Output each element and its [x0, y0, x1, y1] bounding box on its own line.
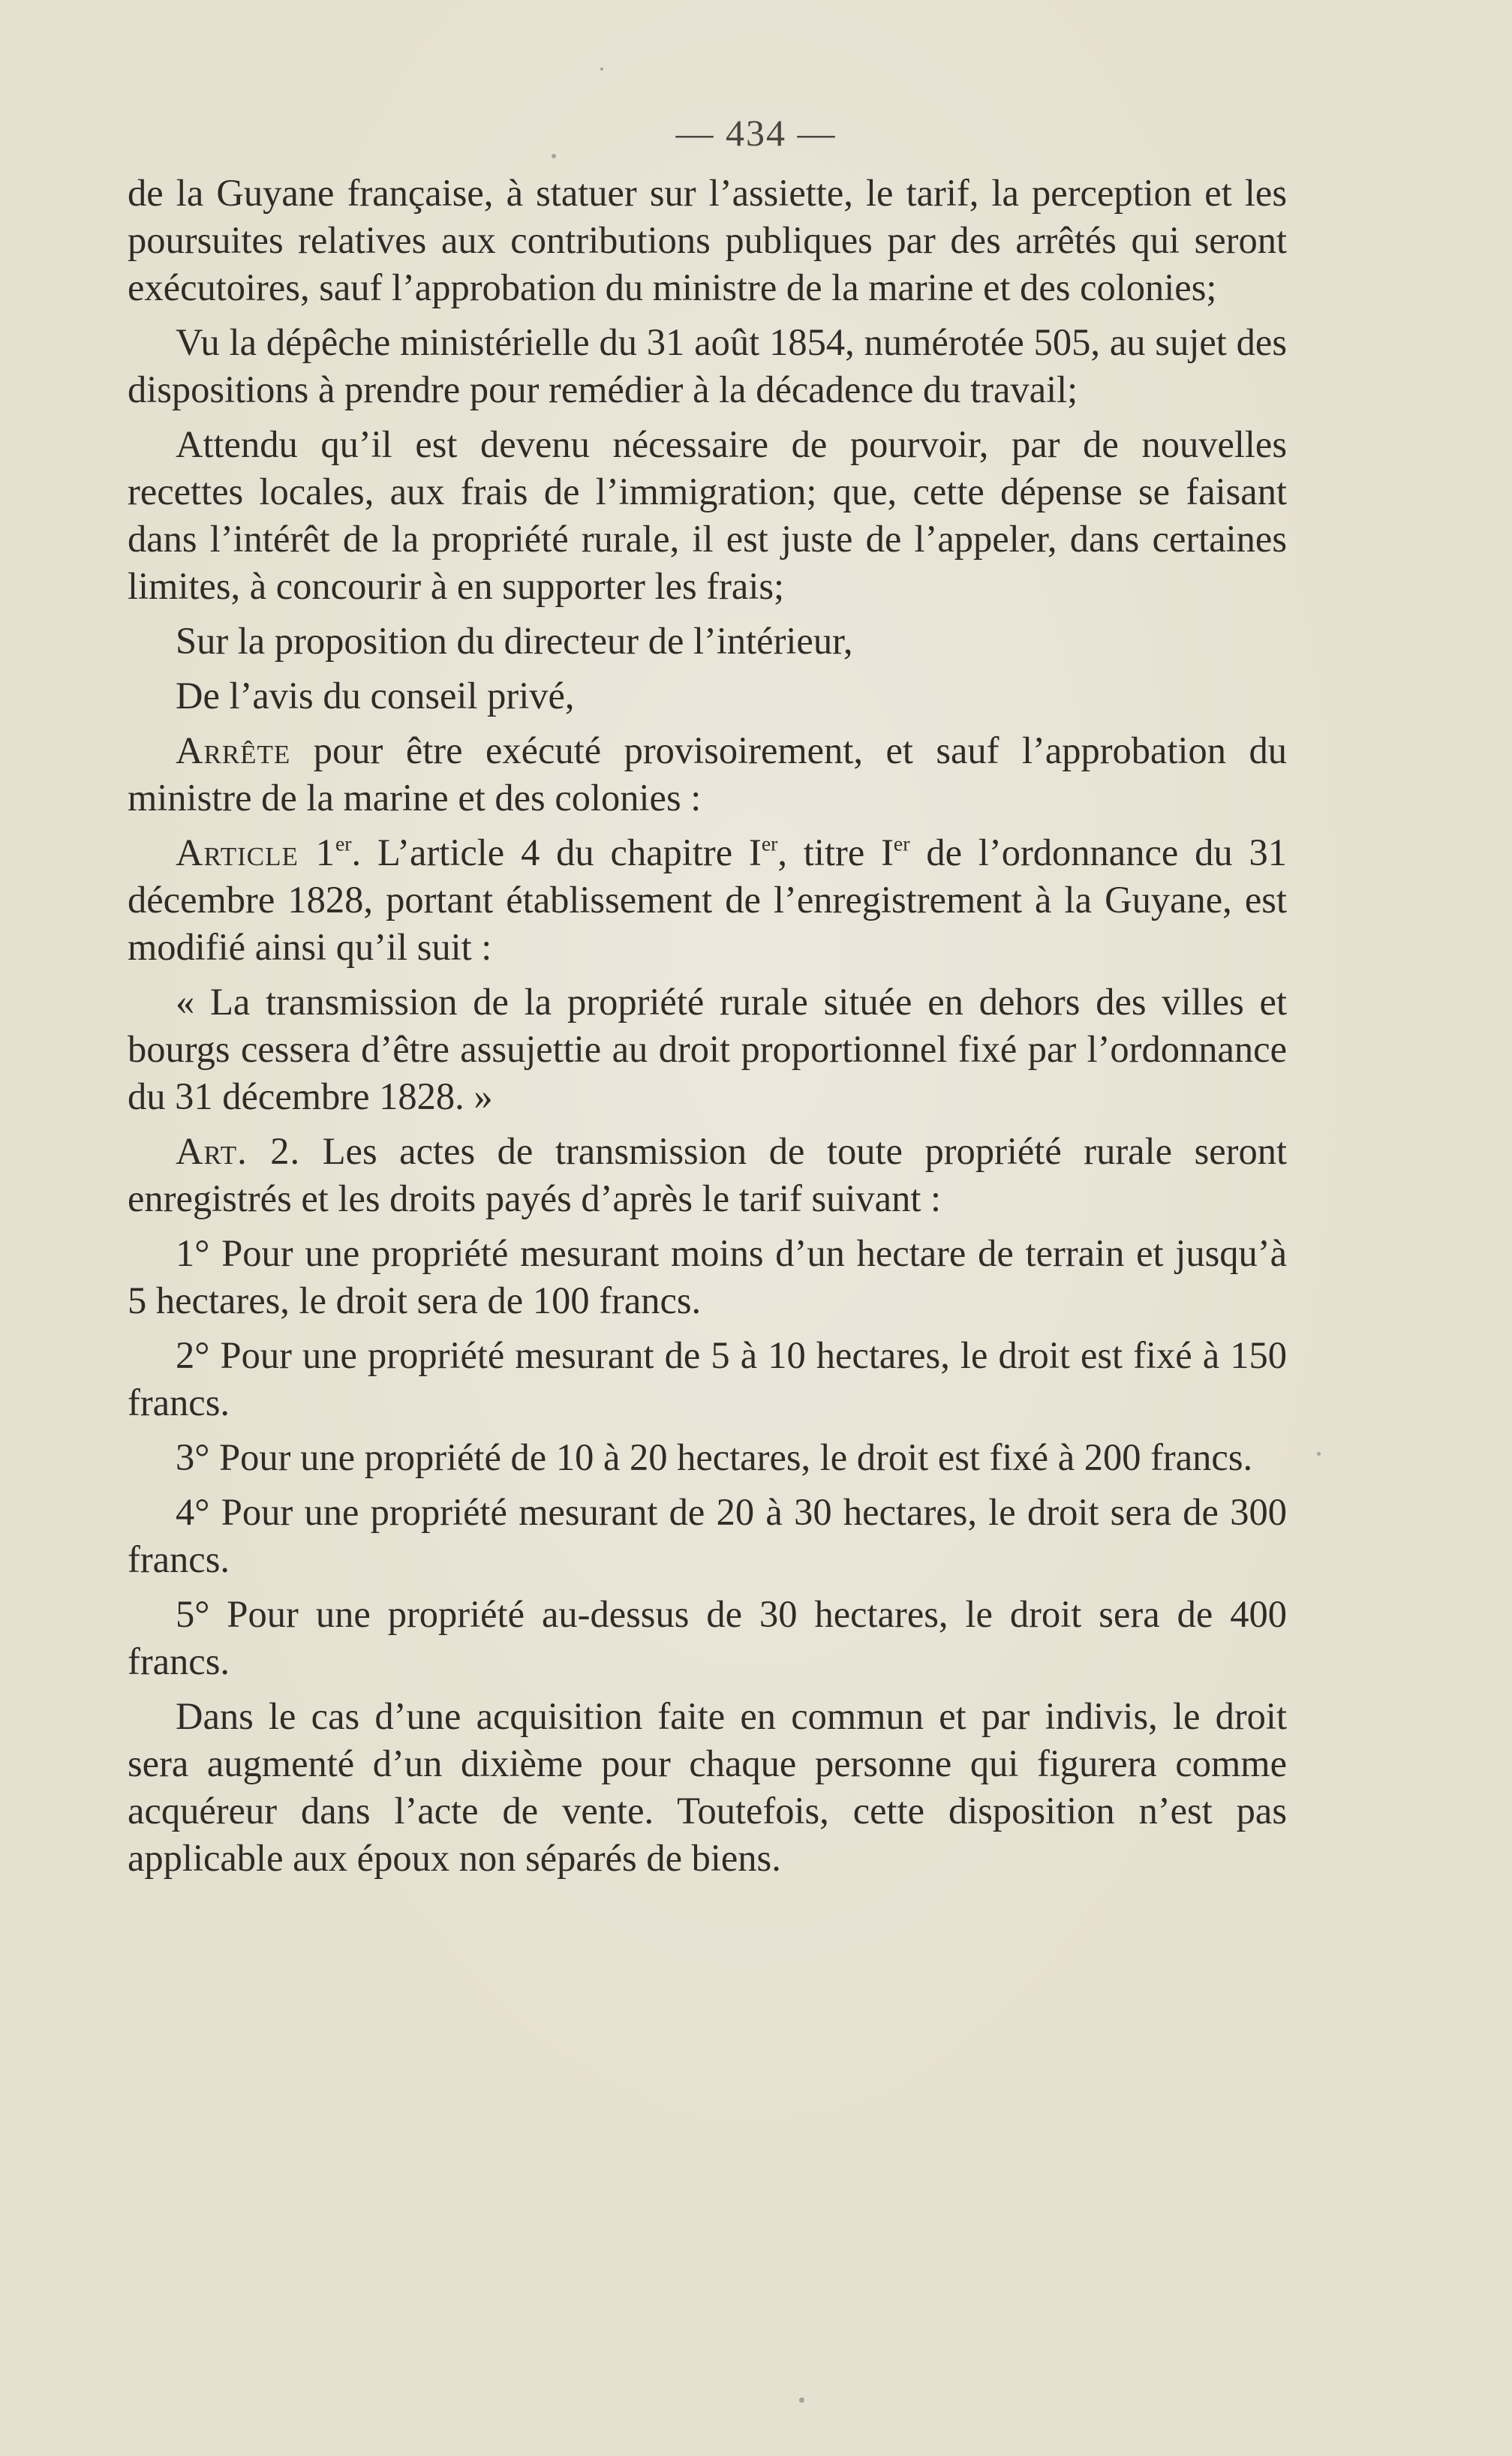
paragraph-article-1	[128, 829, 1287, 971]
tariff-item: 2° Pour une propriété mesurant de 5 à 10 hectares, le droit est fixé à 150 francs.	[128, 1334, 1287, 1423]
paper-speck	[600, 68, 603, 71]
paragraph-arrete	[128, 727, 1287, 822]
tariff-item: 5° Pour une propriété au-dessus de 30 hectares, le droit sera de 400 francs.	[128, 1593, 1287, 1682]
paper-speck	[799, 2397, 804, 2403]
arrete-lead: Arrête	[176, 729, 291, 771]
article-text: de l’ordonnance du 31 décembre 1828, portant établissement de l’enregistrement à la Guyane, est modifié ainsi qu’il suit :	[128, 831, 1287, 968]
paragraph-article-2	[128, 1128, 1287, 1222]
superscript: er	[335, 832, 352, 856]
page-number: — 434 —	[675, 112, 837, 154]
paper-speck	[1317, 1452, 1321, 1456]
article-text: , titre I	[777, 831, 894, 873]
paragraph: Dans le cas d’une acquisition faite en commun et par indivis, le droit sera augmenté d’un dixième pour chaque personne qui figurera comme acquéreur dans l’acte de vente. Toutefois, cette disposition n’est pas applicable aux époux non séparés de biens.	[128, 1695, 1287, 1879]
article-lead: Article 1	[176, 831, 335, 873]
article-text: Les actes de transmission de toute propriété rurale seront enregistrés et les droits payés d’après le tarif suivant :	[128, 1130, 1288, 1219]
superscript: er	[761, 832, 778, 856]
paragraph-quote: « La transmission de la propriété rurale située en dehors des villes et bourgs cessera d’être assujettie au droit proportionnel fixé par l’ordonnance du 31 décembre 1828. »	[128, 981, 1287, 1117]
tariff-item: 4° Pour une propriété mesurant de 20 à 30 hectares, le droit sera de 300 francs.	[128, 1491, 1287, 1580]
arrete-text: pour être exécuté provisoirement, et sauf l’approbation du ministre de la marine et des colonies :	[128, 729, 1287, 819]
paragraph: de la Guyane française, à statuer sur l’assiette, le tarif, la perception et les poursuites relatives aux contributions publiques par des arrêtés qui seront exécutoires, sauf l’approbation du ministre de la marine et des colonies;	[128, 172, 1287, 308]
paragraph: Sur la proposition du directeur de l’intérieur,	[176, 620, 853, 662]
paper-speck	[552, 154, 556, 158]
paragraph: Attendu qu’il est devenu nécessaire de pourvoir, par de nouvelles recettes locales, aux frais de l’immigration; que, cette dépense se faisant dans l’intérêt de la propriété rurale, il est juste de l’appeler, dans certaines limites, à concourir à en supporter les frais;	[128, 423, 1287, 607]
tariff-item: 1° Pour une propriété mesurant moins d’un hectare de terrain et jusqu’à 5 hectares, le droit sera de 100 francs.	[128, 1232, 1287, 1321]
superscript: er	[893, 832, 910, 856]
body-text	[128, 170, 1287, 1889]
paragraph: De l’avis du conseil privé,	[176, 675, 575, 717]
article-text: . L’article 4 du chapitre I	[351, 831, 762, 873]
article-lead: Art. 2.	[176, 1130, 301, 1172]
tariff-item: 3° Pour une propriété de 10 à 20 hectares, le droit est fixé à 200 francs.	[176, 1436, 1253, 1478]
paragraph: Vu la dépêche ministérielle du 31 août 1854, numérotée 505, au sujet des dispositions à prendre pour remédier à la décadence du travail;	[128, 321, 1287, 410]
